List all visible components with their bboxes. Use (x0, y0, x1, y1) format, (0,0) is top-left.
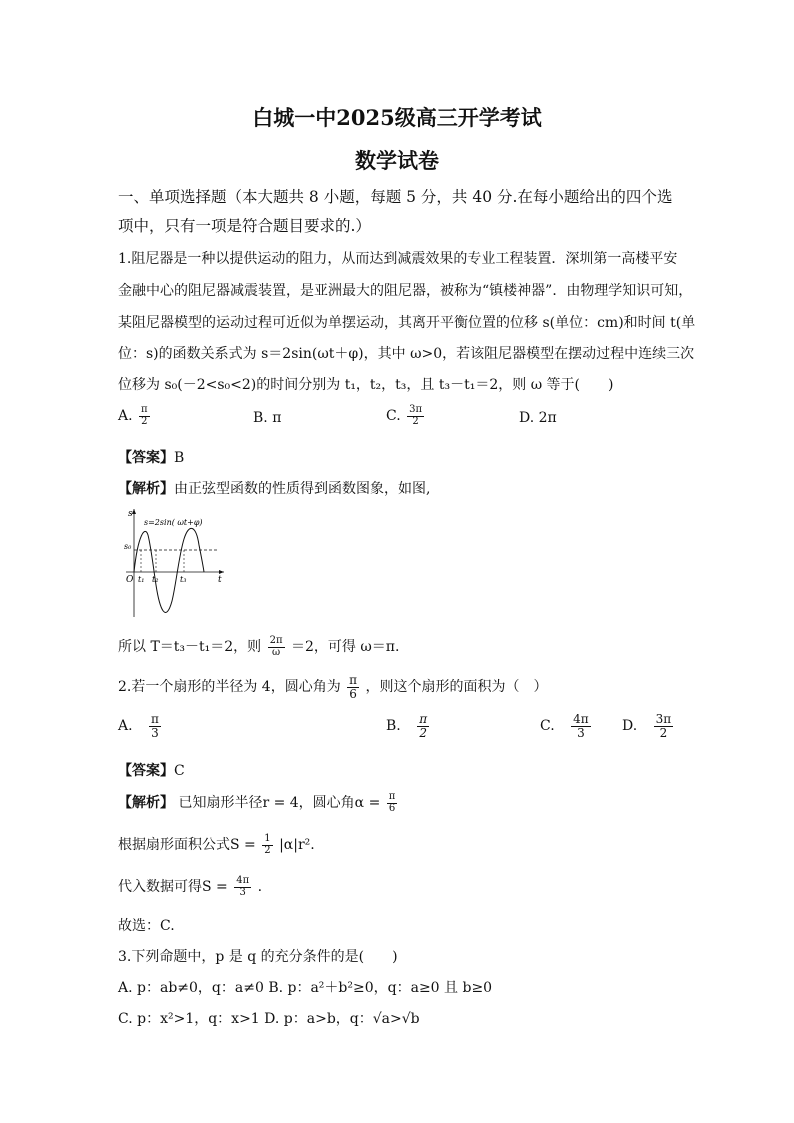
t2-label: t₂ (152, 575, 159, 584)
q1-option-a-label: A. (118, 408, 133, 424)
denominator: 3 (151, 725, 159, 740)
q2-stem-post: ，则这个扇形的面积为（ ） (365, 679, 548, 696)
q2-choose: 故选：C. (118, 918, 175, 934)
option-label: D. (622, 718, 638, 735)
option-fraction (654, 713, 674, 739)
answer-tag: 【答案】 (118, 763, 174, 779)
numerator: π (419, 712, 428, 726)
q3-options-row-2: C. p：x²>1，q：x>1 D. p：a>b，q：√a>√b (118, 1011, 420, 1027)
denominator: 2 (264, 844, 271, 856)
numerator: 4π (573, 712, 589, 726)
numerator: 1 (264, 833, 271, 844)
q2-stem (118, 674, 548, 700)
q3-stem: 3.下列命题中，p 是 q 的充分条件的是( ) (118, 949, 398, 965)
numerator: π (388, 791, 396, 802)
q1-line-3: 某阻尼器模型的运动过程可近似为单摆运动，其离开平衡位置的位移 s(单位：cm)和时间 t(单 (118, 315, 696, 331)
q2-substitute (118, 876, 262, 898)
formula-pre: 根据扇形面积公式S = (118, 837, 256, 853)
option-fraction (149, 713, 161, 739)
q1-option-c-label: C. (386, 408, 401, 424)
q1-option-a (118, 405, 152, 427)
formula-label: s=2sin( ωt+φ) (144, 518, 203, 527)
option-fraction (417, 713, 429, 739)
q1-option-c (386, 405, 426, 427)
option-label: C. (540, 718, 555, 735)
q2-analysis (118, 792, 399, 814)
t3-label: t₃ (180, 575, 187, 584)
q1-option-c-fraction (407, 405, 424, 427)
q1-line-5: 位移为 s₀(－2<s₀<2)的时间分别为 t₁，t₂，t₃，且 t₃－t₁＝2，则 ω 等于( ) (118, 377, 614, 393)
q1-conclusion (118, 636, 399, 658)
denominator: ω (272, 646, 281, 658)
analysis-pre: 已知扇形半径r = 4，圆心角α = (178, 795, 381, 811)
conclusion-post: ＝2，可得 ω＝π. (291, 639, 400, 655)
q2-option-b (386, 713, 431, 739)
option-label: A. (118, 718, 133, 735)
sine-curve (134, 528, 204, 612)
q2-option-d (622, 713, 675, 739)
numerator: π (151, 712, 159, 726)
denominator: 2 (141, 415, 148, 427)
answer-value: C (174, 763, 185, 779)
t-axis-arrow (219, 570, 224, 574)
analysis-fraction (387, 792, 398, 814)
conclusion-fraction (268, 636, 285, 658)
substitute-pre: 代入数据可得S = (118, 879, 228, 895)
denominator: 3 (577, 725, 585, 740)
numerator: 4π (236, 875, 250, 886)
origin-label: O (126, 575, 134, 585)
section-line-1: 一、单项选择题（本大题共 8 小题，每题 5 分，共 40 分.在每小题给出的四个选 (118, 188, 673, 206)
q1-option-a-fraction (139, 405, 150, 427)
q1-line-4: 位：s)的函数关系式为 s＝2sin(ωt＋φ)，其中 ω>0，若该阻尼器模型在摆动过程中连续三次 (118, 346, 695, 362)
t-axis-label: t (218, 575, 222, 585)
s0-label: s₀ (124, 542, 132, 551)
q3-options-row-1: A. p：ab≠0，q：a≠0 B. p：a²＋b²≥0，q：a≥0 且 b≥0 (118, 980, 493, 996)
q1-line-2: 金融中心的阻尼器减震装置，是亚洲最大的阻尼器，被称为“镇楼神器”．由物理学知识可知， (118, 283, 693, 299)
q1-option-b: B. π (253, 410, 282, 426)
formula-post: |α|r². (279, 837, 315, 853)
formula-fraction (262, 834, 272, 856)
analysis-text: 由正弦型函数的性质得到函数图象，如图, (174, 481, 431, 497)
q2-answer (118, 760, 185, 780)
exam-title: 白城一中2025级高三开学考试 (252, 105, 542, 130)
sine-graph-figure (118, 505, 230, 617)
denominator: 2 (412, 415, 419, 427)
conclusion-pre: 所以 T＝t₃－t₁＝2，则 (118, 639, 262, 655)
answer-value: B (174, 450, 185, 466)
denominator: 3 (239, 886, 246, 898)
q2-option-a (118, 713, 163, 739)
numerator: 3π (409, 404, 423, 415)
answer-tag: 【答案】 (118, 450, 174, 466)
denominator: 6 (349, 686, 357, 701)
denominator: 2 (419, 725, 427, 740)
q1-analysis (118, 478, 430, 498)
q1-option-d: D. 2π (519, 410, 557, 426)
option-label: B. (386, 718, 401, 735)
q1-line-1: 1.阻尼器是一种以提供运动的阻力，从而达到减震效果的专业工程装置．深圳第一高楼平安 (118, 251, 678, 267)
q2-formula (118, 834, 315, 856)
numerator: π (349, 673, 358, 687)
numerator: π (141, 404, 148, 415)
numerator: 3π (655, 712, 672, 726)
t1-label: t₁ (138, 575, 145, 584)
option-fraction (571, 713, 591, 739)
substitute-fraction (234, 876, 251, 898)
denominator: 6 (388, 802, 396, 814)
q1-answer (118, 447, 184, 467)
numerator: 2π (269, 635, 283, 646)
exam-subtitle: 数学试卷 (355, 148, 439, 173)
analysis-tag: 【解析】 (118, 481, 174, 497)
section-line-2: 项中，只有一项是符合题目要求的.） (118, 217, 371, 235)
analysis-tag: 【解析】 (118, 795, 174, 811)
s-axis-label: s (128, 509, 133, 519)
substitute-post: . (257, 879, 263, 895)
q2-stem-pre: 2.若一个扇形的半径为 4，圆心角为 (118, 679, 341, 696)
q2-option-c (540, 713, 593, 739)
denominator: 2 (659, 725, 668, 740)
q2-stem-fraction (347, 674, 359, 700)
